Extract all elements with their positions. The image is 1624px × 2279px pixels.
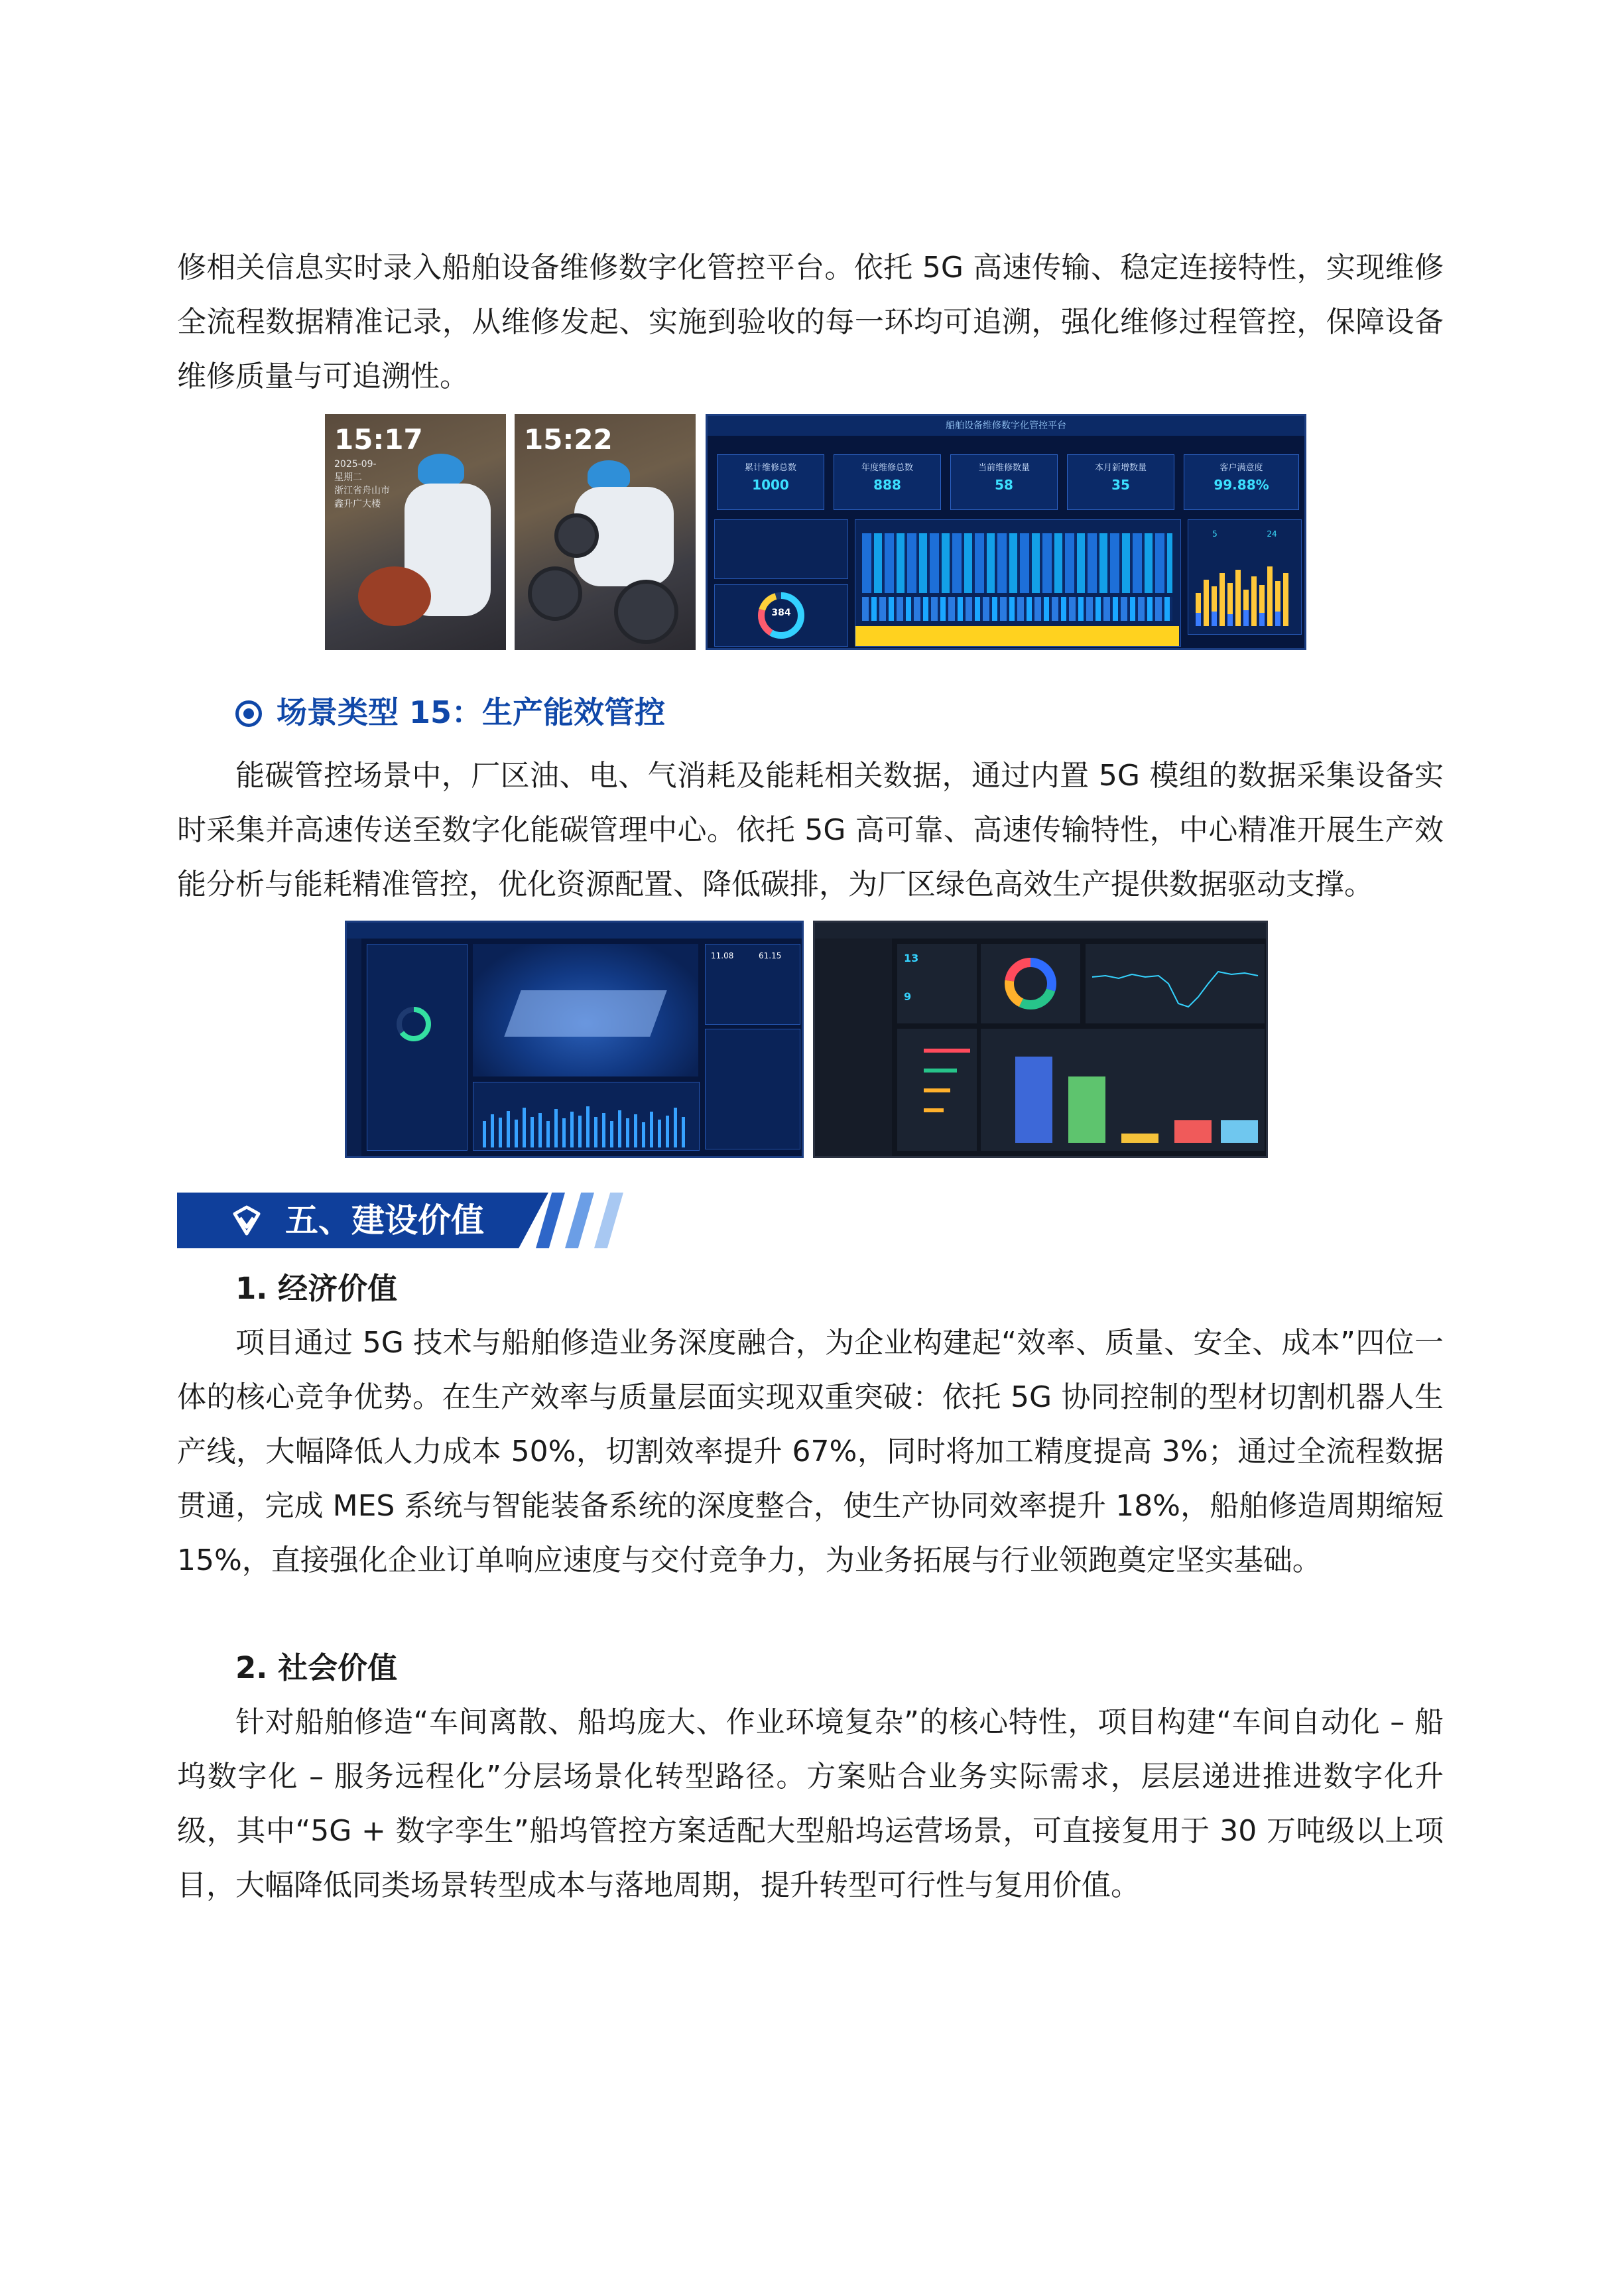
energy-dashboard <box>345 921 804 1158</box>
right-panel <box>705 1029 800 1149</box>
rank-bar <box>924 1069 957 1073</box>
pie-panel <box>981 944 1080 1023</box>
task-panel <box>714 519 848 579</box>
donut-value: 384 <box>771 608 791 618</box>
line-panel <box>1086 944 1265 1023</box>
subsection-title: 1. 经济价值 <box>235 1271 398 1306</box>
right-panel <box>705 944 800 1025</box>
scene-heading: 场景类型 15：生产能效管控 <box>235 688 665 736</box>
kpi-card: 客户满意度 99.88% <box>1184 454 1299 510</box>
target-bullet-icon <box>235 700 262 727</box>
valve-shape <box>358 566 431 626</box>
social-value-paragraph: 针对船舶修造“车间离散、船坞庞大、作业环境复杂”的核心特性，项目构建“车间自动化 – 船坞数字化 – 服务远程化”分层场景化转型路径。方案贴合业务实际需求，层层递进推进数字化升级，其中“5G + 数字孪生”船坞管控方案适配大型船坞运营场景，可直接复用于 30 万吨级以上项目，大幅降低同类场景转型成本与落地周期，提升转型可行性与复用价值。 <box>177 1705 1444 1902</box>
gear-shape <box>554 513 599 558</box>
dashboard-header <box>815 923 1266 939</box>
stat-value: 9 <box>904 990 912 1003</box>
rank-bar <box>924 1049 970 1053</box>
gear-shape <box>614 580 678 644</box>
tree-sidebar <box>815 939 892 1157</box>
rank-bar <box>924 1088 950 1092</box>
stats-panel <box>1188 519 1302 635</box>
helmet-shape <box>588 460 630 489</box>
consumption-bar <box>1068 1076 1105 1143</box>
consumption-bar <box>1015 1057 1052 1143</box>
equipment-grid <box>862 597 1172 621</box>
repair-photo-2 <box>515 414 696 650</box>
stat-panel <box>897 944 977 1023</box>
dashboard-sidebar <box>347 939 361 1157</box>
banner-stripe <box>565 1193 594 1248</box>
stat-value: 24 <box>1267 529 1277 539</box>
kpi-card: 本月新增数量 35 <box>1067 454 1174 510</box>
kpi-card: 当前维修数量 58 <box>950 454 1058 510</box>
stat-value: 5 <box>1212 529 1218 539</box>
gear-shape <box>528 566 582 621</box>
donut-panel <box>714 584 848 647</box>
repair-photo-1 <box>325 414 506 650</box>
consumption-bar <box>1121 1134 1158 1143</box>
consumption-bar <box>1174 1120 1212 1143</box>
dashboard-header <box>347 923 802 939</box>
kpi-card: 累计维修总数 1000 <box>717 454 824 510</box>
scene-paragraph: 能碳管控场景中，厂区油、电、气消耗及能耗相关数据，通过内置 5G 模组的数据采集设备实时采集并高速传送至数字化能碳管理中心。依托 5G 高可靠、高速传输特性，中心精准开展生产效能分析与能耗精准管控，优化资源配置、降低碳排，为厂区绿色高效生产提供数据驱动支撑。 <box>177 759 1444 901</box>
metric-value: 11.08 <box>711 951 734 960</box>
section-title: 五、建设价值 <box>285 1201 484 1240</box>
factory-map <box>473 944 698 1076</box>
diamond-heart-icon <box>228 1202 265 1239</box>
helmet-shape <box>418 454 464 486</box>
donut-chart <box>1001 954 1060 1013</box>
photo-timestamp: 15:22 <box>524 423 613 456</box>
bar-chart <box>1192 553 1298 626</box>
status-strip <box>855 626 1179 646</box>
analytics-dashboard <box>813 921 1268 1158</box>
factory-building <box>504 990 666 1037</box>
subsection-title: 2. 社会价值 <box>235 1650 398 1685</box>
energy-bar-chart <box>476 1088 695 1147</box>
maintenance-dashboard <box>706 414 1306 650</box>
photo-timestamp: 15:17 <box>334 423 423 456</box>
economic-value-paragraph: 项目通过 5G 技术与船舶修造业务深度融合，为企业构建起“效率、质量、安全、成本”四位一体的核心竞争优势。在生产效率与质量层面实现双重突破：依托 5G 协同控制的型材切割机器人生产线，大幅降低人力成本 50%，切割效率提升 67%，同时将加工精度提高 3%；通过全流程数据贯通，完成 MES 系统与智能装备系统的深度整合，使生产协同效率提升 18%，船舶修造周期缩短 15%，直接强化企业订单响应速度与交付竞争力，为业务拓展与行业领跑奠定坚实基础。 <box>177 1326 1444 1577</box>
photo-info: 2025-09- 星期二 浙江省舟山市 鑫升广大楼 <box>334 459 390 509</box>
left-panel <box>367 944 468 1151</box>
banner-stripe <box>594 1193 623 1248</box>
line-chart <box>1089 957 1261 1017</box>
kpi-card: 年度维修总数 888 <box>834 454 941 510</box>
equipment-panel <box>855 519 1181 647</box>
intro-paragraph: 修相关信息实时录入船舶设备维修数字化管控平台。依托 5G 高速传输、稳定连接特性，实现维修全流程数据精准记录，从维修发起、实施到验收的每一环均可追溯，强化维修过程管控，保障设备维修质量与可追溯性。 <box>177 251 1444 393</box>
equipment-grid <box>862 533 1172 593</box>
consumption-bar <box>1221 1120 1258 1143</box>
rank-bar <box>924 1108 944 1112</box>
gauge-chart <box>394 1004 434 1044</box>
dashboard-title: 船舶设备维修数字化管控平台 <box>708 416 1304 436</box>
metric-value: 61.15 <box>759 951 782 960</box>
stat-value: 13 <box>904 952 919 964</box>
consumption-panel <box>981 1029 1265 1151</box>
energy-chart-panel <box>473 1082 700 1151</box>
ranking-panel <box>897 1029 977 1151</box>
